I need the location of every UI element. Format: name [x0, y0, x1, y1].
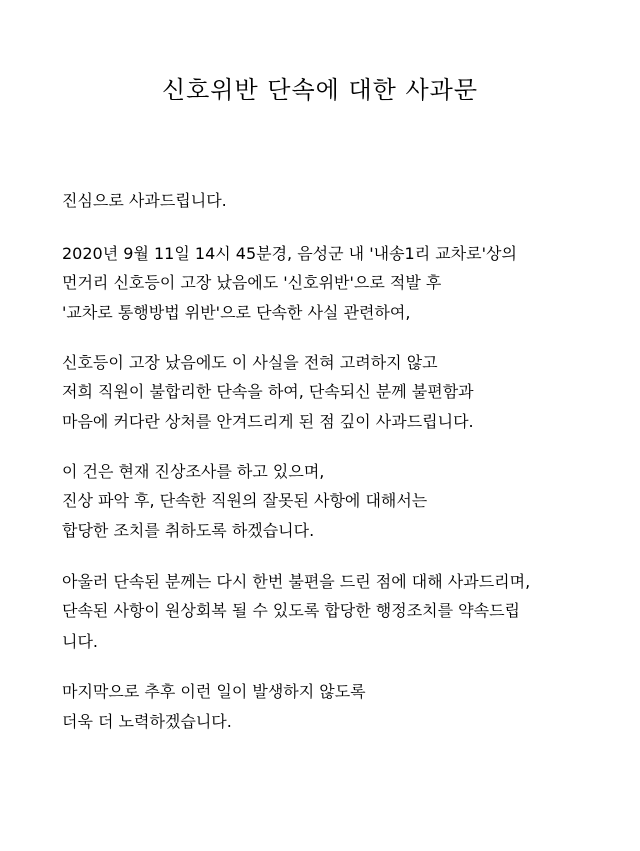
paragraph-line: 마음에 커다란 상처를 안겨드리게 된 점 깊이 사과드립니다. — [62, 412, 474, 431]
paragraph-line: 아울러 단속된 분께는 다시 한번 불편을 드린 점에 대해 사과드리며, — [62, 572, 531, 591]
paragraph-line: 2020년 9월 11일 14시 45분경, 음성군 내 '내송1리 교차로'상의 — [62, 244, 517, 263]
paragraph-line: '교차로 통행방법 위반'으로 단속한 사실 관련하여, — [62, 303, 411, 322]
paragraph-line: 니다. — [62, 632, 98, 651]
document-title: 신호위반 단속에 대한 사과문 — [161, 76, 479, 104]
paragraph-line: 이 건은 현재 진상조사를 하고 있으며, — [62, 462, 325, 481]
greeting-line: 진심으로 사과드립니다. — [62, 191, 227, 210]
paragraph-line: 단속된 사항이 원상회복 될 수 있도록 합당한 행정조치를 약속드립 — [62, 601, 521, 620]
paragraph-line: 마지막으로 추후 이런 일이 발생하지 않도록 — [62, 682, 366, 701]
paragraph-line: 더욱 더 노력하겠습니다. — [62, 712, 232, 731]
paragraph-line: 진상 파악 후, 단속한 직원의 잘못된 사항에 대해서는 — [62, 491, 428, 510]
paragraph-line: 합당한 조치를 취하도록 하겠습니다. — [62, 521, 315, 540]
paragraph-line: 신호등이 고장 났음에도 이 사실을 전혀 고려하지 않고 — [62, 353, 438, 372]
paragraph-line: 먼거리 신호등이 고장 났음에도 '신호위반'으로 적발 후 — [62, 273, 442, 292]
paragraph-line: 저희 직원이 불합리한 단속을 하여, 단속되신 분께 불편함과 — [62, 382, 474, 401]
